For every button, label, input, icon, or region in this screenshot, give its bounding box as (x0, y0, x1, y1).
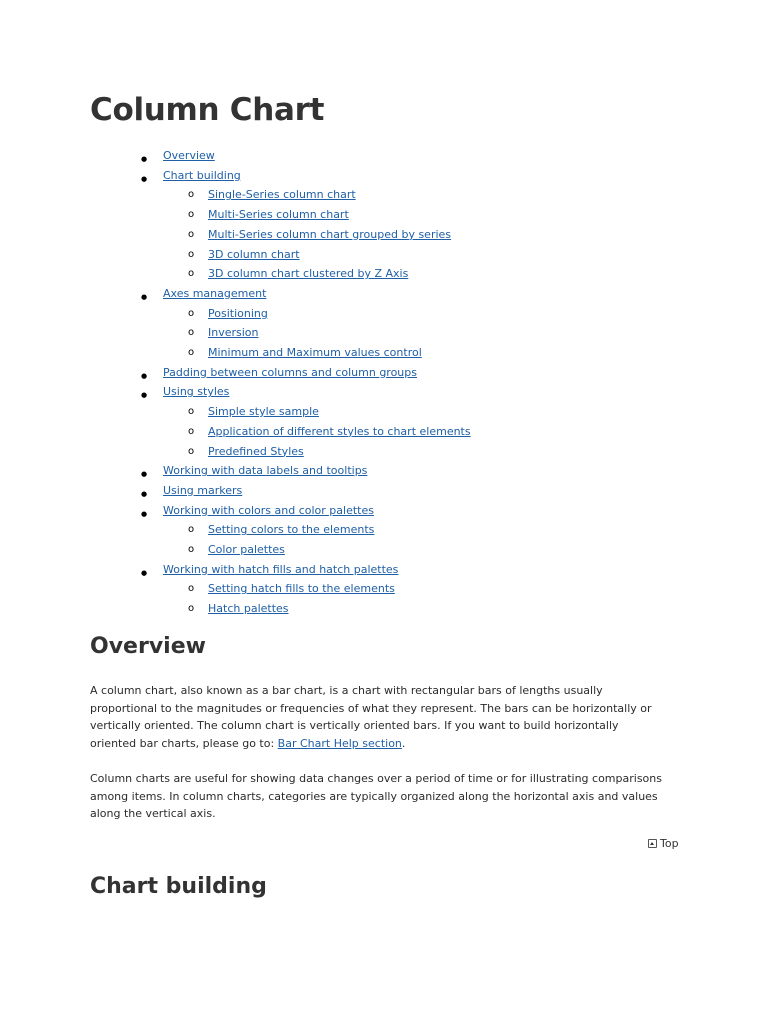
toc-item (188, 523, 375, 537)
toc-item (188, 227, 452, 242)
toc-link[interactable]: Application of different styles to chart elements (208, 424, 471, 438)
toc-item (188, 326, 259, 340)
circle-bullet-icon: o (188, 445, 195, 457)
bullet-icon: ● (141, 470, 148, 479)
circle-bullet-icon: o (188, 583, 195, 595)
toc-link[interactable]: Using markers (163, 483, 243, 497)
toc-item (141, 365, 417, 380)
bullet-icon: ● (141, 568, 148, 577)
overview-paragraph-1-end: . (401, 736, 406, 750)
circle-bullet-icon: o (188, 307, 195, 319)
toc-link[interactable]: Multi-Series column chart (208, 208, 349, 222)
toc-link[interactable]: Setting hatch fills to the elements (208, 582, 395, 596)
overview-heading: Overview (90, 634, 206, 659)
back-to-top-label: Top (660, 837, 679, 850)
toc-link[interactable]: Predefined Styles (208, 444, 304, 458)
toc-link[interactable]: 3D column chart clustered by Z Axis (208, 267, 409, 281)
circle-bullet-icon: o (188, 425, 195, 437)
toc-link[interactable]: 3D column chart (208, 247, 300, 261)
bar-chart-help-link[interactable]: Bar Chart Help section (277, 736, 402, 750)
bullet-icon: ● (141, 371, 148, 380)
toc-link[interactable]: Positioning (208, 306, 268, 320)
toc-item (141, 385, 230, 400)
toc-link[interactable]: Overview (163, 149, 215, 162)
toc-item (141, 168, 241, 183)
chart-building-heading: Chart building (90, 874, 267, 899)
toc-item (188, 582, 395, 596)
toc-link[interactable]: Multi-Series column chart grouped by series (208, 227, 452, 241)
toc-item (188, 346, 422, 360)
circle-bullet-icon: o (188, 228, 195, 240)
toc-item (141, 149, 215, 163)
toc-item (141, 483, 243, 498)
toc-item (188, 444, 304, 459)
bullet-icon: ● (141, 292, 148, 301)
toc-link[interactable]: Padding between columns and column groups (163, 365, 417, 379)
overview-paragraph-1 (90, 682, 665, 752)
circle-bullet-icon: o (188, 209, 195, 221)
bullet-icon: ● (141, 174, 148, 183)
toc-item (188, 602, 289, 616)
page-title: Column Chart (90, 92, 325, 128)
circle-bullet-icon: o (188, 347, 195, 358)
toc-link[interactable]: Setting colors to the elements (208, 523, 375, 537)
toc-link[interactable]: Color palettes (208, 543, 285, 556)
toc-link[interactable]: Hatch palettes (208, 602, 289, 616)
toc-item (188, 247, 300, 262)
toc-item (188, 306, 268, 321)
toc-item (188, 188, 356, 202)
bullet-icon: ● (141, 489, 148, 498)
toc-item (141, 562, 399, 577)
bullet-icon: ● (141, 509, 148, 518)
toc-item (188, 267, 409, 281)
back-to-top-link[interactable] (648, 837, 679, 850)
circle-bullet-icon: o (188, 524, 195, 536)
arrow-up-box-icon (648, 839, 657, 848)
toc-link[interactable]: Chart building (163, 168, 241, 182)
overview-paragraph-2: Column charts are useful for showing data changes over a period of time or for illustrating comparisons among items. In column charts, categories are typically organized along the horizontal axis and values along the vertical axis. (90, 772, 662, 820)
toc-item (188, 405, 319, 419)
toc-link[interactable]: Simple style sample (208, 405, 319, 419)
toc-link[interactable]: Inversion (208, 326, 259, 340)
toc-link[interactable]: Working with colors and color palettes (163, 503, 374, 517)
toc-item (141, 503, 374, 518)
circle-bullet-icon: o (188, 603, 195, 615)
toc-item (188, 208, 349, 222)
toc-item (188, 543, 285, 557)
bullet-icon: ● (141, 391, 148, 400)
toc-link[interactable]: Single-Series column chart (208, 188, 356, 202)
toc-item (141, 464, 368, 479)
toc-link[interactable]: Working with hatch fills and hatch palettes (163, 562, 399, 576)
circle-bullet-icon: o (188, 544, 195, 555)
circle-bullet-icon: o (188, 327, 195, 339)
circle-bullet-icon: o (188, 406, 195, 418)
toc-item (141, 286, 267, 301)
circle-bullet-icon: o (188, 189, 195, 201)
circle-bullet-icon: o (188, 248, 195, 260)
overview-paragraph-1-text: A column chart, also known as a bar chart, is a chart with rectangular bars of lengths usually proportional to the magnitudes or frequencies of what they represent. The bars can be horizontally or vertically oriented. The column chart is vertically oriented bars. If you want to build horizontally oriented bar charts, please go to: (90, 684, 652, 750)
toc-link[interactable]: Working with data labels and tooltips (163, 464, 368, 478)
bullet-icon: ● (141, 155, 148, 163)
toc-link[interactable]: Using styles (163, 385, 230, 399)
circle-bullet-icon: o (188, 268, 195, 280)
toc-link[interactable]: Minimum and Maximum values control (208, 346, 422, 359)
toc-link[interactable]: Axes management (163, 286, 267, 300)
toc-item (188, 424, 471, 439)
